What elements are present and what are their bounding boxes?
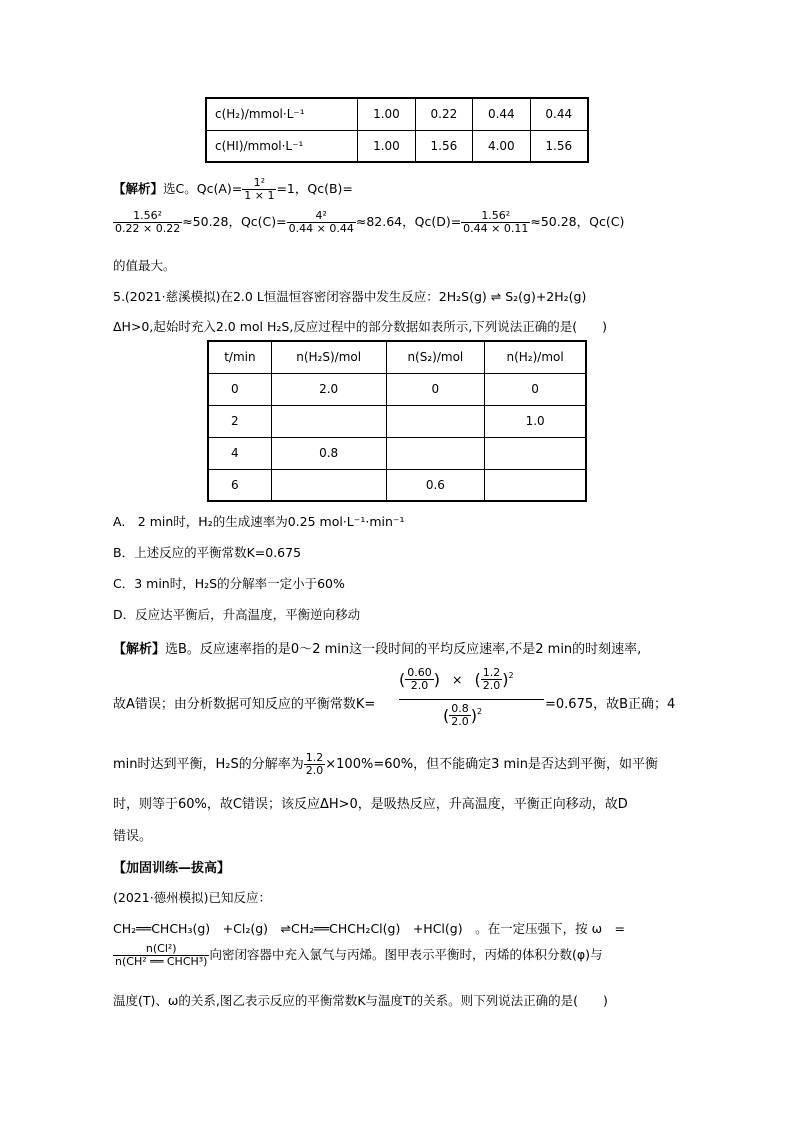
q5-stem-line1: 5.(2021·慈溪模拟)在2.0 L恒温恒容密闭容器中发生反应：2H₂S(g) ⇌ S₂(g)+2H₂(g) xyxy=(113,289,587,304)
text: 向密闭容器中充入氯气与丙烯。图甲表示平衡时，丙烯的体积分数(φ)与 xyxy=(209,947,603,963)
fraction-qb xyxy=(113,210,182,235)
cell: 0.44 xyxy=(473,98,530,130)
numerator: 1.56² xyxy=(461,210,530,223)
text: ≈82.64，Qc(D)= xyxy=(355,214,462,230)
table-row xyxy=(206,98,588,130)
option-a: A. 2 min时，H₂的生成速率为0.25 mol·L⁻¹·min⁻¹ xyxy=(113,514,405,529)
analysis2-line1 xyxy=(113,638,641,657)
cell: 4.00 xyxy=(473,130,530,162)
denominator: 2.0 xyxy=(451,715,469,729)
section-title: 【加固训练—拔高】 xyxy=(113,861,231,876)
table-row xyxy=(208,373,586,405)
cell xyxy=(485,469,586,501)
text: =1，Qc(B)= xyxy=(276,181,353,197)
analysis2-line5: 错误。 xyxy=(113,829,153,844)
table-row xyxy=(208,405,586,437)
q5-stem-line2: ΔH>0,起始时充入2.0 mol H₂S,反应过程中的部分数据如表所示,下列说法正确的是( ) xyxy=(113,319,608,334)
option-b: B．上述反应的平衡常数K=0.675 xyxy=(113,545,302,560)
fraction-omega xyxy=(113,943,209,968)
analysis2-line3 xyxy=(113,752,658,777)
cell: 1.00 xyxy=(358,130,415,162)
cell: 0.6 xyxy=(386,469,485,501)
cell xyxy=(386,437,485,469)
denominator: 0.44 × 0.11 xyxy=(463,222,529,236)
section-line3: 温度(T)、ω的关系,图乙表示反应的平衡常数K与温度T的关系。则下列说法正确的是( ) xyxy=(113,993,608,1008)
numerator: 1.2 xyxy=(305,751,324,764)
cell xyxy=(271,469,386,501)
text: min时达到平衡，H₂S的分解率为 xyxy=(113,757,304,773)
fraction-qd xyxy=(461,210,530,235)
section-source: (2021·德州模拟)已知反应： xyxy=(113,890,272,905)
cell xyxy=(271,405,386,437)
option-c: C．3 min时，H₂S的分解率一定小于60% xyxy=(113,576,345,591)
cell: 1.00 xyxy=(358,98,415,130)
text: ≈50.28，Qc(C)= xyxy=(182,214,287,230)
analysis-tag: 【解析】 xyxy=(113,181,164,197)
cell: 4 xyxy=(208,437,271,469)
section-reaction: CH₂══CHCH₃(g) +Cl₂(g) ⇌CH₂══CHCH₂Cl(g) +HCl(g) 。在一定压强下，按 ω = xyxy=(113,921,626,936)
text: ≈50.28，Qc(C) xyxy=(530,214,625,230)
table-row xyxy=(206,130,588,162)
analysis1-line2 xyxy=(113,210,624,235)
k-fraction xyxy=(399,663,549,733)
numerator: 4² xyxy=(287,210,356,223)
fraction-qa xyxy=(242,177,276,202)
text: 选B。反应速率指的是0～2 min这一段时间的平均反应速率,不是2 min的时刻速率, xyxy=(165,642,642,657)
exponent: 2 xyxy=(477,706,483,716)
denominator: 2.0 xyxy=(410,679,429,693)
analysis-tag: 【解析】 xyxy=(113,642,166,657)
cell: 2 xyxy=(208,405,271,437)
denominator: 0.22 × 0.22 xyxy=(115,222,181,236)
denominator: 2.0 xyxy=(305,764,324,778)
analysis1-line1 xyxy=(113,177,353,202)
numerator: 0.8 xyxy=(451,702,469,715)
cell: 0 xyxy=(386,373,485,405)
cell: 6 xyxy=(208,469,271,501)
section-line2 xyxy=(113,943,602,968)
cell: 0.22 xyxy=(415,98,472,130)
cell: 0.44 xyxy=(530,98,588,130)
cell: 0.8 xyxy=(271,437,386,469)
denominator: 0.44 × 0.44 xyxy=(288,222,354,236)
numerator: n(Cl²) xyxy=(113,943,209,956)
table-row xyxy=(208,437,586,469)
numerator: 1.56² xyxy=(113,210,182,223)
table-row xyxy=(208,469,586,501)
denominator: 2.0 xyxy=(482,679,501,693)
text: =0.675，故B正确；4 xyxy=(545,697,676,712)
text: 故A错误；由分析数据可知反应的平衡常数K= xyxy=(113,697,376,712)
cell xyxy=(485,437,586,469)
col-header: n(H₂)/mol xyxy=(485,341,586,373)
k-numerator: ( $\frac{0.60}{2.0}$ ) × ( $\frac{1.2}{2.0}$ )$^2$ xyxy=(399,666,514,693)
table-concentrations xyxy=(205,97,589,163)
numerator: 1.2 xyxy=(482,666,501,679)
cell: 1.0 xyxy=(485,405,586,437)
cell: 1.56 xyxy=(415,130,472,162)
denominator: 1 × 1 xyxy=(244,189,275,203)
table-header-row xyxy=(208,341,586,373)
fraction-qc xyxy=(287,210,356,235)
col-header: t/min xyxy=(208,341,271,373)
col-header: n(S₂)/mol xyxy=(386,341,485,373)
cell: 2.0 xyxy=(271,373,386,405)
fraction-bar xyxy=(399,699,544,700)
row-label: c(H₂)/mmol·L⁻¹ xyxy=(206,98,358,130)
cell: 0 xyxy=(485,373,586,405)
analysis2-line4: 时，则等于60%，故C错误；该反应ΔH>0，是吸热反应，升高温度，平衡正向移动，故D xyxy=(113,797,628,812)
numerator: 1² xyxy=(242,177,276,190)
k-denominator: ( $\frac{0.8}{2.0}$ )$^2$ xyxy=(443,702,483,729)
numerator: 0.60 xyxy=(407,666,432,679)
fraction-rate xyxy=(304,752,326,777)
analysis1-line3: 的值最大。 xyxy=(113,258,176,273)
cell: 1.56 xyxy=(530,130,588,162)
option-d: D．反应达平衡后，升高温度，平衡逆向移动 xyxy=(113,607,361,622)
table-q5-data xyxy=(207,340,587,502)
cell xyxy=(386,405,485,437)
col-header: n(H₂S)/mol xyxy=(271,341,386,373)
row-label: c(HI)/mmol·L⁻¹ xyxy=(206,130,358,162)
times-sign: × xyxy=(451,672,463,688)
analysis2-line2 xyxy=(113,663,683,733)
text: ×100%=60%，但不能确定3 min是否达到平衡，如平衡 xyxy=(325,757,659,773)
cell: 0 xyxy=(208,373,271,405)
exponent: 2 xyxy=(508,670,514,680)
denominator: n(CH² ══ CHCH³) xyxy=(115,955,208,969)
text: 选C。Qc(A)= xyxy=(163,181,243,197)
